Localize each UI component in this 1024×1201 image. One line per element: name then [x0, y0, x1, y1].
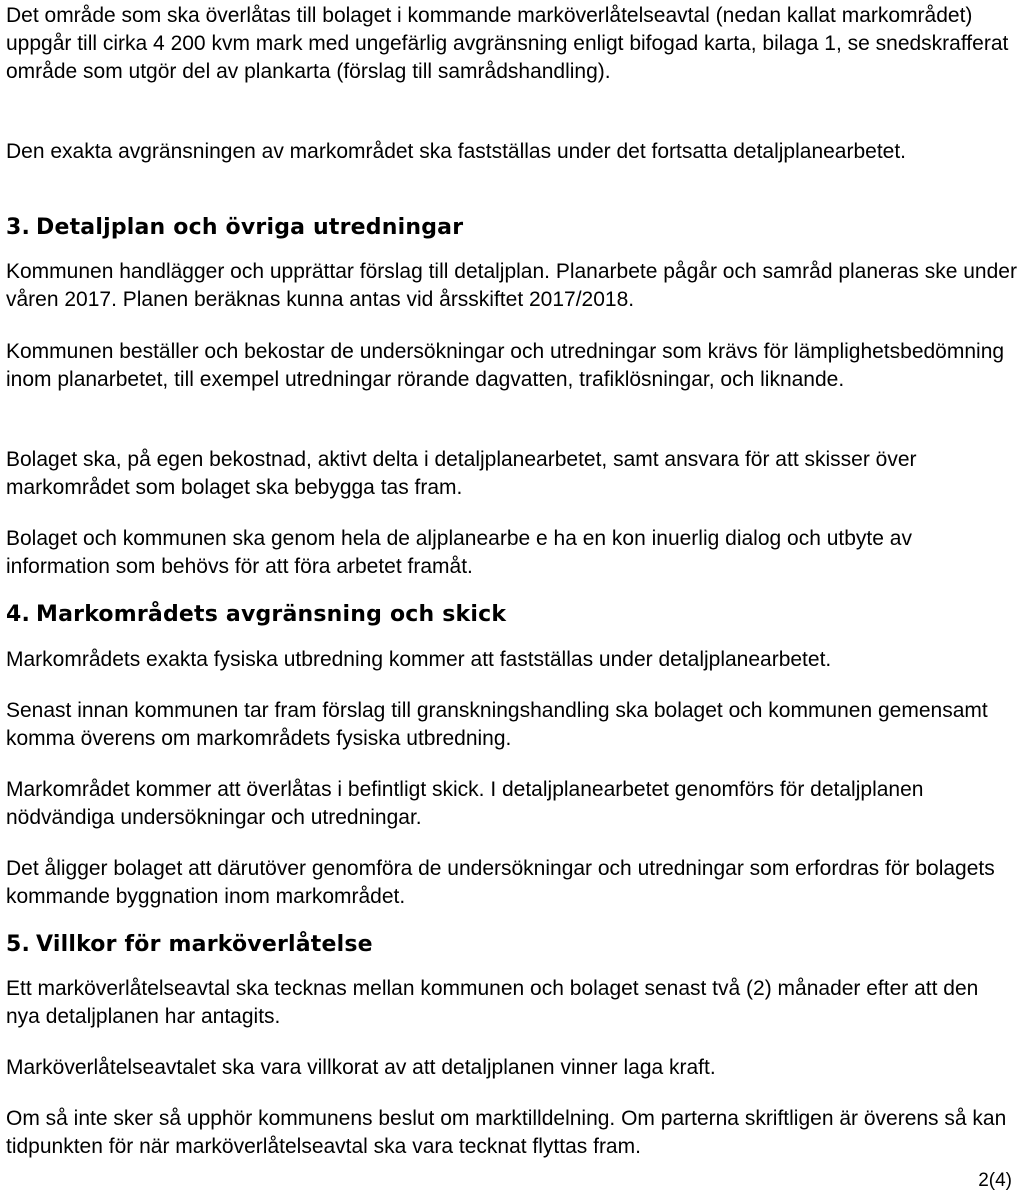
paragraph-exakta-avgransning: Den exakta avgränsningen av markområdet ska fastställas under det fortsatta detaljplanearbetet.	[6, 140, 907, 163]
section-title: Markområdets avgränsning och skick	[36, 602, 507, 627]
paragraph-markomrade-area: Det område som ska överlåtas till bolaget i kommande marköverlåtelseavtal (nedan kallat markområdet) uppgår till cirka 4 200 kvm mark med ungefärlig avgränsning enligt bifogad karta, bilaga 1, se snedskrafferat område som utgör del av plankarta (förslag till samrådshandling).	[6, 4, 1009, 83]
page-number: 2(4)	[978, 1170, 1012, 1191]
section-number: 4.	[6, 602, 31, 627]
paragraph-bolaget-delta: Bolaget ska, på egen bekostnad, aktivt delta i detaljplanearbetet, samt ansvara för att skisser över markområdet som bolaget ska bebygga tas fram.	[6, 448, 917, 499]
paragraph-dialog: Bolaget och kommunen ska genom hela de aljplanearbe e ha en kon inuerlig dialog och utbyte av information som behövs för att föra arbetet framåt.	[6, 527, 912, 578]
paragraph-granskningshandling: Senast innan kommunen tar fram förslag till granskningshandling ska bolaget och kommunen gemensamt komma överens om markområdets fysiska utbredning.	[6, 699, 988, 750]
paragraph-kommunen-bestaller: Kommunen beställer och bekostar de undersökningar och utredningar som krävs för lämplighetsbedömning inom planarbetet, till exempel utredningar rörande dagvatten, trafiklösningar, och liknande.	[6, 340, 1005, 391]
paragraph-befintligt-skick: Markområdet kommer att överlåtas i befintligt skick. I detaljplanearbetet genomförs för detaljplanen nödvändiga undersökningar och utredningar.	[6, 778, 924, 829]
paragraph-kommunen-handlagger: Kommunen handlägger och upprättar förslag till detaljplan. Planarbete pågår och samråd planeras ske under våren 2017. Planen beräknas kunna antas vid årsskiftet 2017/2018.	[6, 260, 1017, 311]
paragraph-tecknas: Ett marköverlåtelseavtal ska tecknas mellan kommunen och bolaget senast två (2) månader efter att den nya detaljplanen har antagits.	[6, 977, 979, 1028]
section-number: 3.	[6, 215, 31, 240]
section-title: Villkor för marköverlåtelse	[36, 932, 373, 957]
paragraph-villkorat: Marköverlåtelseavtalet ska vara villkorat av att detaljplanen vinner laga kraft.	[6, 1056, 716, 1079]
section-number: 5.	[6, 932, 31, 957]
section-heading-5	[6, 930, 1018, 960]
paragraph-utbredning: Markområdets exakta fysiska utbredning kommer att fastställas under detaljplanearbetet.	[6, 648, 832, 671]
paragraph-upphor: Om så inte sker så upphör kommunens beslut om marktilldelning. Om parterna skriftligen är överens så kan tidpunkten för när marköverlåtelseavtal ska vara tecknat flyttas fram.	[6, 1107, 1007, 1158]
section-heading-3	[6, 213, 1018, 243]
section-title: Detaljplan och övriga utredningar	[36, 215, 464, 240]
paragraph-aligger-bolaget: Det åligger bolaget att därutöver genomföra de undersökningar och utredningar som erfordras för bolagets kommande byggnation inom markområdet.	[6, 857, 995, 908]
section-heading-4	[6, 600, 1018, 630]
